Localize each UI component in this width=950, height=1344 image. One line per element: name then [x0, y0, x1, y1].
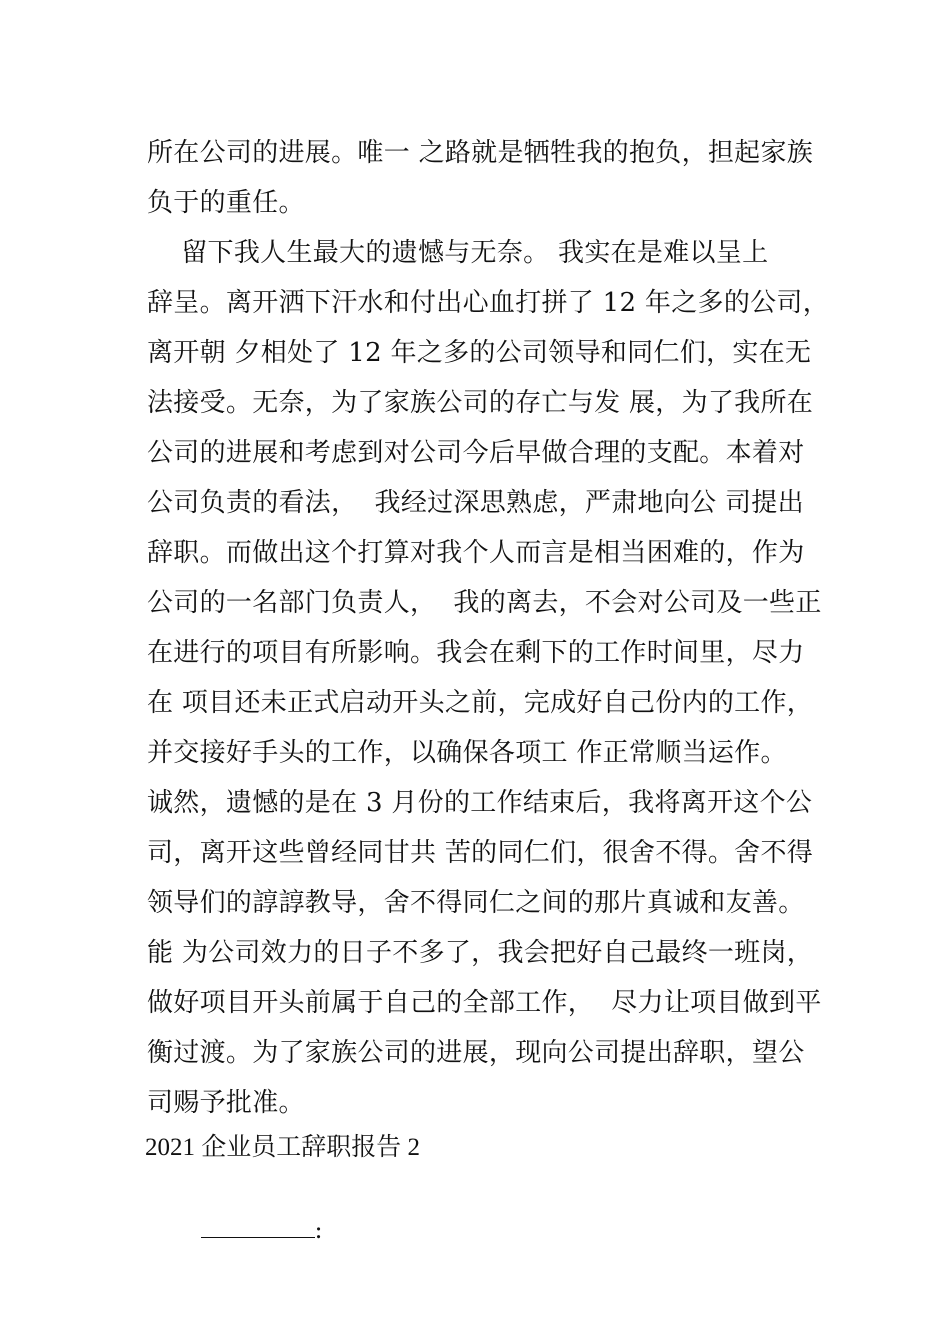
- body-line: 法接受。无奈，为了家族公司的存亡与发 展，为了我所在: [147, 388, 814, 418]
- body-line: 留下我人生最大的遗憾与无奈。 我实在是难以呈上: [147, 238, 769, 268]
- body-line: 做好项目开头前属于自己的全部工作， 尽力让项目做到平: [147, 988, 822, 1018]
- body-line: 辞呈。离开洒下汗水和付出心血打拼了 12 年之多的公司，: [147, 288, 830, 318]
- body-line: 负于的重任。: [147, 188, 305, 218]
- body-line: 诚然，遗憾的是在 3 月份的工作结束后，我将离开这个公: [147, 788, 813, 818]
- body-line: 司，离开这些曾经同甘共 苦的同仁们，很舍不得。舍不得: [147, 838, 814, 868]
- body-line: 在进行的项目有所影响。我会在剩下的工作时间里，尽力: [147, 638, 805, 668]
- section-heading: 2021 企业员工辞职报告 2: [145, 1134, 421, 1161]
- body-line: 离开朝 夕相处了 12 年之多的公司领导和同仁们，实在无: [147, 338, 812, 368]
- body-line: 领导们的諄諄教导，舍不得同仁之间的那片真诚和友善。: [147, 888, 805, 918]
- body-line: 所在公司的进展。唯一 之路就是牺牲我的抱负，担起家族: [147, 138, 814, 168]
- body-line: 公司的进展和考虑到对公司今后早做合理的支配。本着对: [147, 438, 805, 468]
- body-line: 并交接好手头的工作，以确保各项工 作正常顺当运作。: [147, 738, 787, 768]
- body-line: 公司负责的看法， 我经过深思熟虑，严肃地向公 司提出: [147, 488, 804, 518]
- body-line: 公司的一名部门负责人， 我的离去，不会对公司及一些正: [147, 588, 822, 618]
- recipient-blank: [201, 1217, 315, 1238]
- body-line: 能 为公司效力的日子不多了，我会把好自己最终一班岗，: [147, 938, 814, 968]
- salutation-colon: :: [314, 1216, 323, 1244]
- salutation-line: [170, 1185, 323, 1275]
- body-line: 司赐予批准。: [147, 1088, 305, 1118]
- body-line: 衡过渡。为了家族公司的进展，现向公司提出辞职，望公: [147, 1038, 805, 1068]
- body-line: 辞职。而做出这个打算对我个人而言是相当困难的，作为: [147, 538, 805, 568]
- body-line: 在 项目还未正式启动开头之前，完成好自己份内的工作，: [147, 688, 814, 718]
